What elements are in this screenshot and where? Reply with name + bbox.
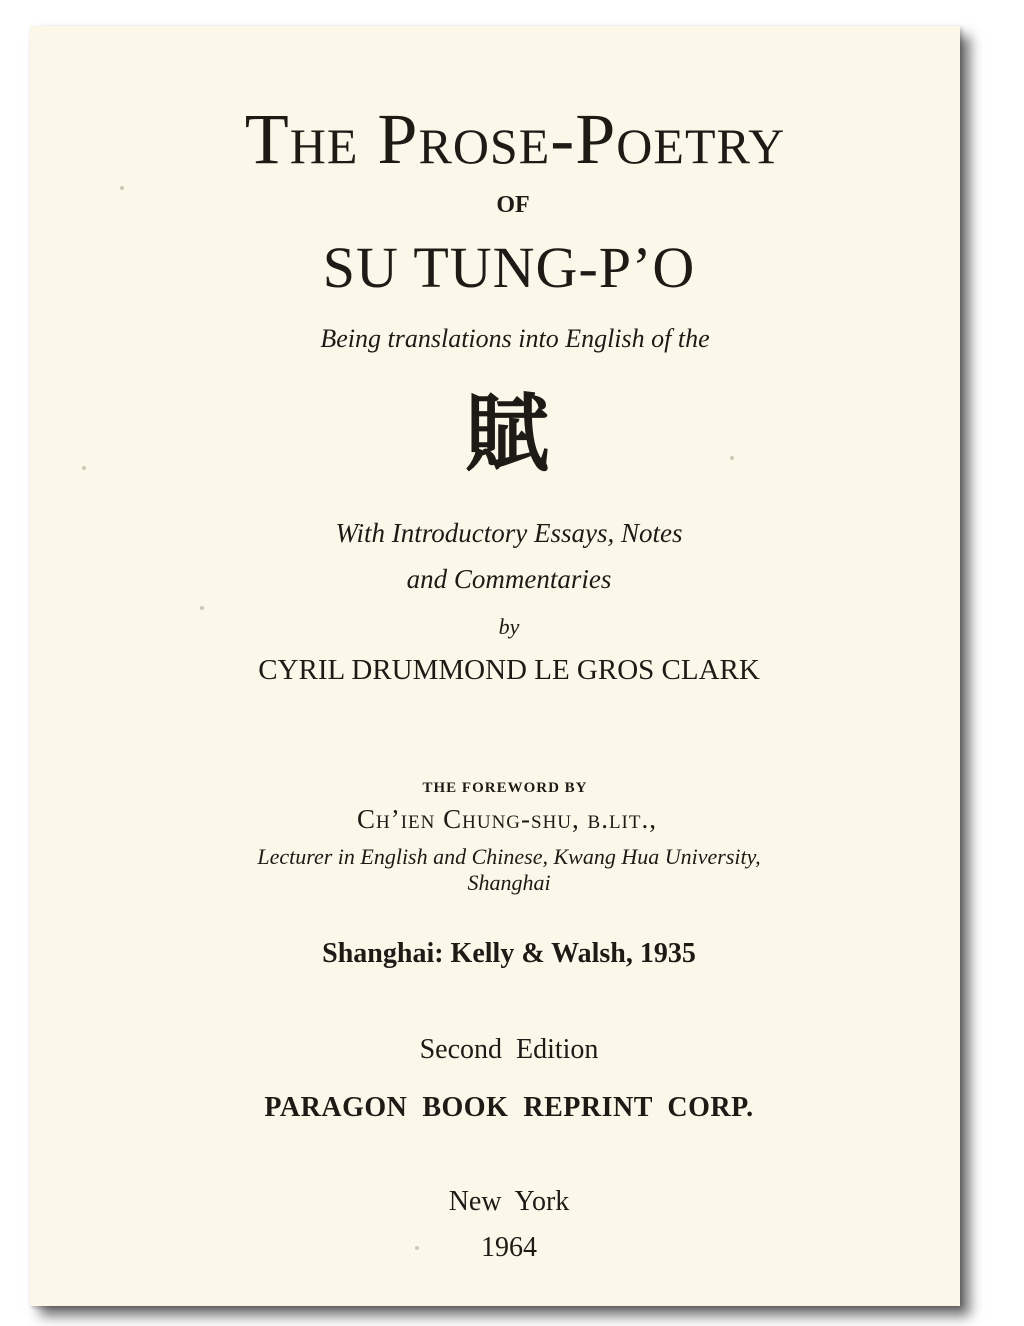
publication-year: 1964 <box>481 1232 537 1263</box>
paper-speck <box>120 186 124 190</box>
subtitle-being: Being translations into English of the <box>320 324 710 353</box>
foreword-author: Ch’ien Chung-shu, b.lit., <box>357 804 657 834</box>
book-title: The Prose-Poetry <box>244 99 786 179</box>
title-author: SU TUNG-P’O <box>322 235 696 300</box>
translator-name: CYRIL DRUMMOND LE GROS CLARK <box>258 654 760 686</box>
paper-speck <box>415 1246 419 1250</box>
title-of: OF <box>496 192 530 218</box>
by-label: by <box>498 614 520 639</box>
chinese-character: 賦 <box>464 385 549 483</box>
paper-speck <box>82 466 86 470</box>
paper-speck <box>730 456 734 460</box>
publication-city: New York <box>448 1186 570 1217</box>
original-publisher: Shanghai: Kelly & Walsh, 1935 <box>322 938 696 969</box>
edition-label: Second Edition <box>419 1034 599 1065</box>
foreword-role-line-2: Shanghai <box>467 870 551 895</box>
intro-line-1: With Introductory Essays, Notes <box>335 518 683 548</box>
foreword-role-line-1: Lecturer in English and Chinese, Kwang Hua University, <box>257 844 761 869</box>
foreword-label: THE FOREWORD BY <box>422 780 588 796</box>
paper-speck <box>200 606 204 610</box>
intro-line-2: and Commentaries <box>406 564 612 594</box>
reprint-publisher: PARAGON BOOK REPRINT CORP. <box>264 1092 754 1123</box>
title-page <box>30 26 960 1306</box>
